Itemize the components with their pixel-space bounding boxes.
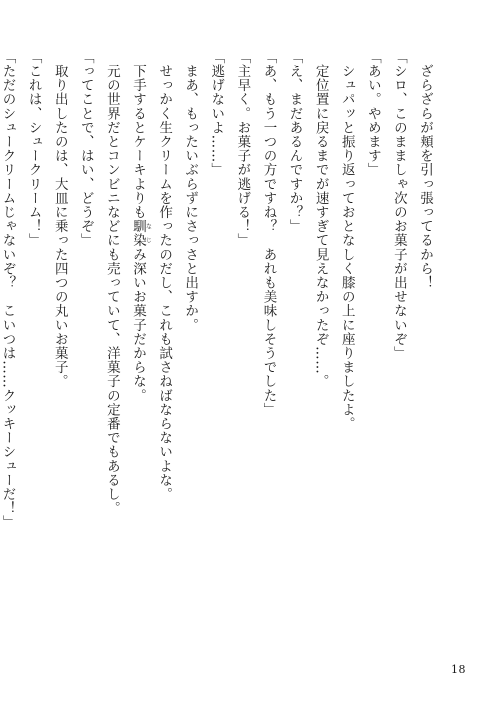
ruby-reading: なじ: [144, 219, 152, 248]
text-line-12-after: み深いお菓子だからな。: [129, 247, 146, 403]
text-line-3: 「あい。やめます」: [364, 50, 381, 177]
page-number: 18: [451, 663, 466, 676]
text-line-13: 元の世界だとコンビニなどにも売っていて、洋菓子の定番でもあるし。: [103, 50, 120, 516]
text-line-7: 「あ、もう一つの方ですね？ あれも美味しそうでした」: [260, 50, 277, 417]
text-line-10: まあ、もったいぶらずにさっさと出すか。: [182, 50, 199, 332]
text-line-12: [125, 50, 151, 610]
text-line-16: 「これは、シュークリーム！」: [25, 50, 42, 248]
text-line-4: シュパッと振り返っておとなしく膝の上に座りましたよ。: [338, 50, 355, 431]
text-line-8: 「主早く。お菓子が逃げる！」: [234, 50, 251, 248]
text-line-14: 「ってことで、はい、どうぞ」: [77, 50, 94, 248]
ruby-base: 馴染: [129, 219, 146, 248]
text-line-2: 「シロ、このまましゃ次のお菓子が出せないぞ」: [390, 50, 407, 361]
text-line-15: 取り出したのは、大皿に乗った四つの丸いお菓子。: [51, 50, 68, 389]
text-line-1: ざらざらが頬を引っ張ってるから！: [417, 50, 433, 290]
text-line-6: 「え、まだあるんですか？」: [286, 50, 303, 234]
furigana-ruby: [129, 219, 152, 248]
text-line-11: せっかく生クリームを作ったのだし、これも試さねばならないよな。: [156, 50, 173, 502]
vertical-text-block: [0, 50, 438, 610]
text-line-17: 「ただのシュークリームじゃないぞ？ こいつは……クッキーシューだ！」: [0, 50, 16, 530]
text-line-5: 定位置に戻るまでが速すぎて見えなかったぞ……。: [312, 50, 329, 389]
text-line-9: 「逃げないよ……」: [208, 50, 225, 177]
text-line-12-before: 下手するとケーキよりも: [129, 50, 146, 220]
